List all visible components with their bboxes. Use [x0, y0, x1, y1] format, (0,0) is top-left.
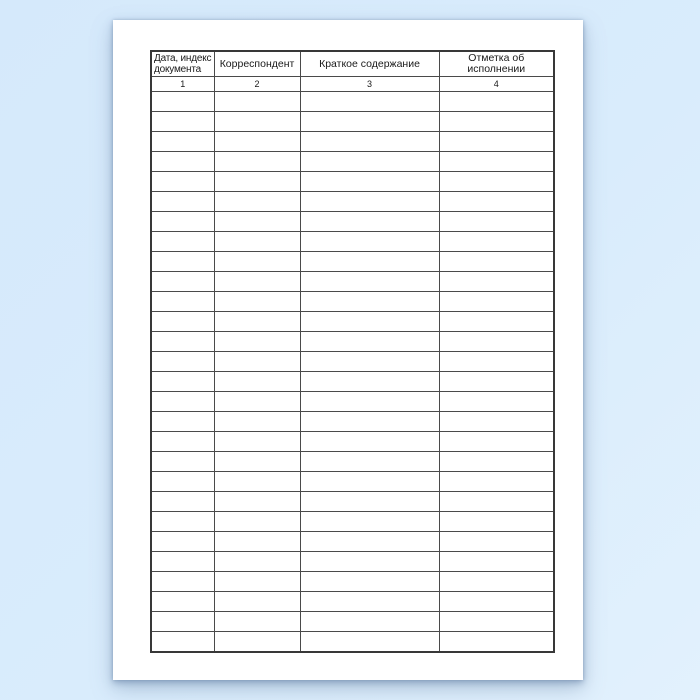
empty-cell — [151, 152, 214, 172]
empty-cell — [151, 312, 214, 332]
table-row — [151, 312, 554, 332]
table-row — [151, 212, 554, 232]
table-row — [151, 492, 554, 512]
table-row — [151, 632, 554, 652]
empty-cell — [439, 372, 554, 392]
empty-cell — [151, 432, 214, 452]
empty-cell — [214, 92, 300, 112]
empty-cell — [214, 372, 300, 392]
empty-cell — [151, 452, 214, 472]
column-header-correspondent: Корреспондент — [214, 51, 300, 77]
table-row — [151, 572, 554, 592]
empty-cell — [214, 252, 300, 272]
empty-cell — [151, 112, 214, 132]
empty-cell — [300, 552, 439, 572]
empty-cell — [214, 452, 300, 472]
table-row — [151, 112, 554, 132]
table-header-row — [151, 51, 554, 77]
empty-cell — [300, 632, 439, 652]
empty-cell — [300, 412, 439, 432]
table-row — [151, 512, 554, 532]
empty-cell — [151, 172, 214, 192]
empty-cell — [300, 112, 439, 132]
empty-cell — [151, 272, 214, 292]
empty-cell — [300, 512, 439, 532]
empty-cell — [439, 172, 554, 192]
document-page — [113, 20, 583, 680]
empty-cell — [300, 272, 439, 292]
empty-cell — [151, 612, 214, 632]
empty-cell — [151, 572, 214, 592]
table-row — [151, 332, 554, 352]
empty-cell — [300, 572, 439, 592]
empty-cell — [300, 232, 439, 252]
table-row — [151, 592, 554, 612]
empty-cell — [151, 392, 214, 412]
empty-cell — [439, 552, 554, 572]
empty-cell — [151, 632, 214, 652]
empty-cell — [439, 312, 554, 332]
table-row — [151, 372, 554, 392]
table-row — [151, 412, 554, 432]
table-row — [151, 192, 554, 212]
table-row — [151, 392, 554, 412]
registration-journal-table — [150, 50, 555, 653]
table-row — [151, 132, 554, 152]
empty-cell — [214, 512, 300, 532]
table-row — [151, 92, 554, 112]
empty-cell — [214, 352, 300, 372]
empty-cell — [300, 612, 439, 632]
empty-cell — [300, 132, 439, 152]
empty-cell — [214, 552, 300, 572]
empty-cell — [214, 532, 300, 552]
column-number-2: 2 — [214, 77, 300, 92]
empty-cell — [214, 432, 300, 452]
column-header-date-index-line1: Дата, индекс — [154, 53, 212, 64]
table-row — [151, 612, 554, 632]
empty-cell — [300, 352, 439, 372]
empty-cell — [300, 312, 439, 332]
empty-cell — [300, 432, 439, 452]
empty-cell — [439, 612, 554, 632]
empty-cell — [214, 172, 300, 192]
empty-cell — [214, 152, 300, 172]
empty-cell — [151, 412, 214, 432]
column-number-row — [151, 77, 554, 92]
column-number-1: 1 — [151, 77, 214, 92]
empty-cell — [300, 212, 439, 232]
empty-cell — [300, 252, 439, 272]
empty-cell — [214, 412, 300, 432]
empty-cell — [214, 392, 300, 412]
empty-cell — [151, 552, 214, 572]
empty-cell — [300, 452, 439, 472]
empty-cell — [439, 92, 554, 112]
empty-cell — [439, 292, 554, 312]
empty-cell — [439, 572, 554, 592]
empty-cell — [214, 272, 300, 292]
column-header-date-index — [151, 51, 214, 77]
empty-cell — [439, 192, 554, 212]
empty-cell — [151, 372, 214, 392]
empty-cell — [214, 592, 300, 612]
empty-cell — [300, 392, 439, 412]
empty-cell — [214, 212, 300, 232]
table-row — [151, 532, 554, 552]
empty-cell — [300, 92, 439, 112]
empty-cell — [439, 412, 554, 432]
empty-cell — [439, 592, 554, 612]
empty-cell — [439, 532, 554, 552]
column-header-summary: Краткое содержание — [300, 51, 439, 77]
empty-cell — [439, 472, 554, 492]
empty-cell — [300, 532, 439, 552]
empty-cell — [151, 232, 214, 252]
table-row — [151, 292, 554, 312]
empty-cell — [151, 92, 214, 112]
empty-cell — [151, 252, 214, 272]
empty-cell — [214, 572, 300, 592]
table-row — [151, 152, 554, 172]
empty-cell — [439, 452, 554, 472]
empty-cell — [439, 132, 554, 152]
empty-cell — [214, 472, 300, 492]
empty-cell — [439, 392, 554, 412]
table-row — [151, 172, 554, 192]
empty-cell — [300, 472, 439, 492]
empty-cell — [151, 332, 214, 352]
empty-cell — [300, 492, 439, 512]
empty-cell — [439, 112, 554, 132]
empty-cell — [300, 592, 439, 612]
empty-cell — [439, 512, 554, 532]
empty-cell — [214, 132, 300, 152]
column-header-execution-mark: Отметка об исполнении — [439, 51, 554, 77]
empty-cell — [214, 632, 300, 652]
empty-cell — [214, 112, 300, 132]
table-row — [151, 472, 554, 492]
table-row — [151, 432, 554, 452]
empty-cell — [214, 292, 300, 312]
empty-cell — [439, 492, 554, 512]
column-number-3: 3 — [300, 77, 439, 92]
empty-cell — [151, 492, 214, 512]
empty-cell — [439, 632, 554, 652]
table-row — [151, 272, 554, 292]
empty-cell — [300, 172, 439, 192]
empty-cell — [300, 152, 439, 172]
empty-cell — [439, 332, 554, 352]
empty-cell — [439, 212, 554, 232]
empty-cell — [151, 532, 214, 552]
empty-cell — [151, 132, 214, 152]
empty-cell — [214, 332, 300, 352]
empty-cell — [151, 352, 214, 372]
empty-cell — [300, 192, 439, 212]
empty-cell — [214, 492, 300, 512]
table-row — [151, 352, 554, 372]
empty-cell — [214, 612, 300, 632]
empty-cell — [300, 332, 439, 352]
table-row — [151, 552, 554, 572]
column-header-date-index-line2: документа — [154, 64, 201, 75]
empty-cell — [300, 292, 439, 312]
empty-cell — [151, 592, 214, 612]
empty-cell — [439, 152, 554, 172]
empty-cell — [151, 512, 214, 532]
empty-cell — [439, 432, 554, 452]
empty-cell — [300, 372, 439, 392]
empty-cell — [214, 232, 300, 252]
table-row — [151, 232, 554, 252]
empty-cell — [151, 472, 214, 492]
empty-cell — [214, 192, 300, 212]
table-row — [151, 452, 554, 472]
empty-cell — [439, 232, 554, 252]
empty-cell — [151, 292, 214, 312]
table-body — [151, 92, 554, 652]
empty-cell — [439, 352, 554, 372]
empty-cell — [151, 212, 214, 232]
empty-cell — [439, 272, 554, 292]
empty-cell — [151, 192, 214, 212]
empty-cell — [214, 312, 300, 332]
empty-cell — [439, 252, 554, 272]
column-number-4: 4 — [439, 77, 554, 92]
table-row — [151, 252, 554, 272]
